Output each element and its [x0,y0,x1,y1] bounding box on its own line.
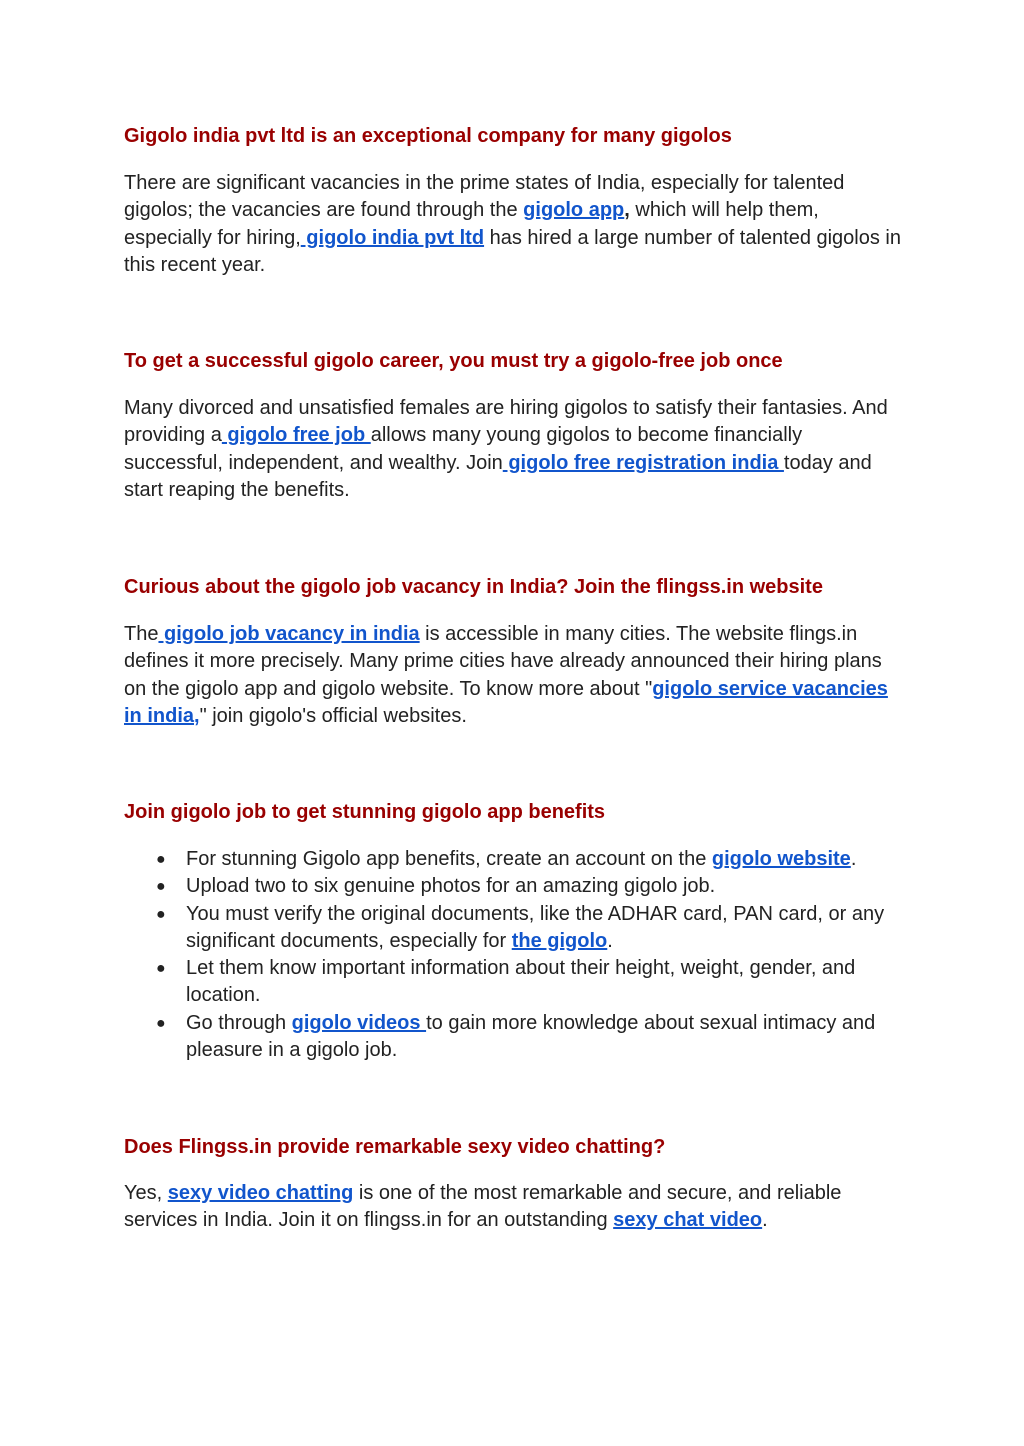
section-heading: Gigolo india pvt ltd is an exceptional company for many gigolos [124,125,732,147]
gigolo-free-registration-link[interactable]: gigolo free registration india [502,451,784,474]
paragraph-text: Yes, [124,1182,168,1204]
paragraph-text: allows many young gigolos to become financially successful, independent, and wealthy. Join [124,424,803,474]
the-gigolo-link[interactable]: the gigolo [511,929,608,952]
gigolo-videos-link[interactable]: gigolo videos [291,1011,427,1034]
section-paragraph [124,170,904,279]
gigolo-free-job-link[interactable]: gigolo free job [221,424,371,447]
gigolo-job-vacancy-link[interactable]: gigolo job vacancy in india [158,623,420,645]
list-item-text: Upload two to six genuine photos for an amazing gigolo job. [186,875,716,898]
benefits-list [124,846,904,1064]
list-item-text: . [607,929,613,952]
list-item [124,846,904,873]
gigolo-app-link[interactable]: gigolo app [523,199,625,222]
list-item-text: Let them know important information about their height, weight, gender, and location. [186,957,856,1007]
paragraph-text: today and start reaping the benefits. [124,451,872,501]
paragraph-text: has hired a large number of talented gigolos in this recent year. [124,226,901,276]
section-heading: Does Flingss.in provide remarkable sexy video chatting? [124,1136,666,1158]
list-item [124,1010,904,1065]
paragraph-text: . [762,1209,768,1232]
section-paragraph [124,1180,904,1235]
bullet-icon: ● [156,960,166,978]
sexy-chat-video-link[interactable]: sexy chat video [613,1209,763,1232]
list-item [124,955,904,1010]
section-heading: Curious about the gigolo job vacancy in India? Join the flingss.in website [124,576,823,598]
list-item-text: to gain more knowledge about sexual intimacy and pleasure in a gigolo job. [186,1011,876,1062]
gigolo-website-link[interactable]: gigolo website [711,848,851,870]
bullet-icon: ● [156,1014,166,1032]
list-item-text: Go through [186,1011,292,1034]
list-item-text: . [850,848,857,870]
gigolo-service-vacancies-link[interactable]: gigolo service vacancies in india, [124,677,888,727]
paragraph-text: Many divorced and unsatisfied females are hiring gigolos to satisfy their fantasies. And providing a [124,397,888,447]
list-item [124,873,904,900]
section-paragraph [124,621,904,730]
paragraph-text: is accessible in many cities. The website flings.in defines it more precisely. Many prime cities have already announced their hiring plans on the gigolo app and gigolo website. To know more about " [124,623,882,700]
list-item-text: You must verify the original documents, like the ADHAR card, PAN card, or any significant documents, especially for [186,902,885,952]
paragraph-text: " join gigolo's official websites. [199,704,467,727]
paragraph-text: , [624,199,630,222]
paragraph-text: There are significant vacancies in the prime states of India, especially for talented gigolos; the vacancies are found through the [124,172,845,222]
paragraph-text: is one of the most remarkable and secure, and reliable services in India. Join it on flingss.in for an outstanding [124,1182,842,1232]
sexy-video-chatting-link[interactable]: sexy video chatting [167,1182,354,1204]
bullet-icon: ● [156,905,166,923]
list-item [124,901,904,956]
section-heading: To get a successful gigolo career, you must try a gigolo-free job once [124,350,783,372]
gigolo-india-pvt-ltd-link[interactable]: gigolo india pvt ltd [300,226,485,249]
paragraph-text: The [124,623,159,645]
bullet-icon: ● [156,878,166,896]
section-heading: Join gigolo job to get stunning gigolo app benefits [124,801,606,823]
section-paragraph [124,395,904,504]
bullet-icon: ● [156,851,166,868]
list-item-text: For stunning Gigolo app benefits, create an account on the [186,848,712,870]
paragraph-text: which will help them, especially for hiring, [124,199,819,249]
